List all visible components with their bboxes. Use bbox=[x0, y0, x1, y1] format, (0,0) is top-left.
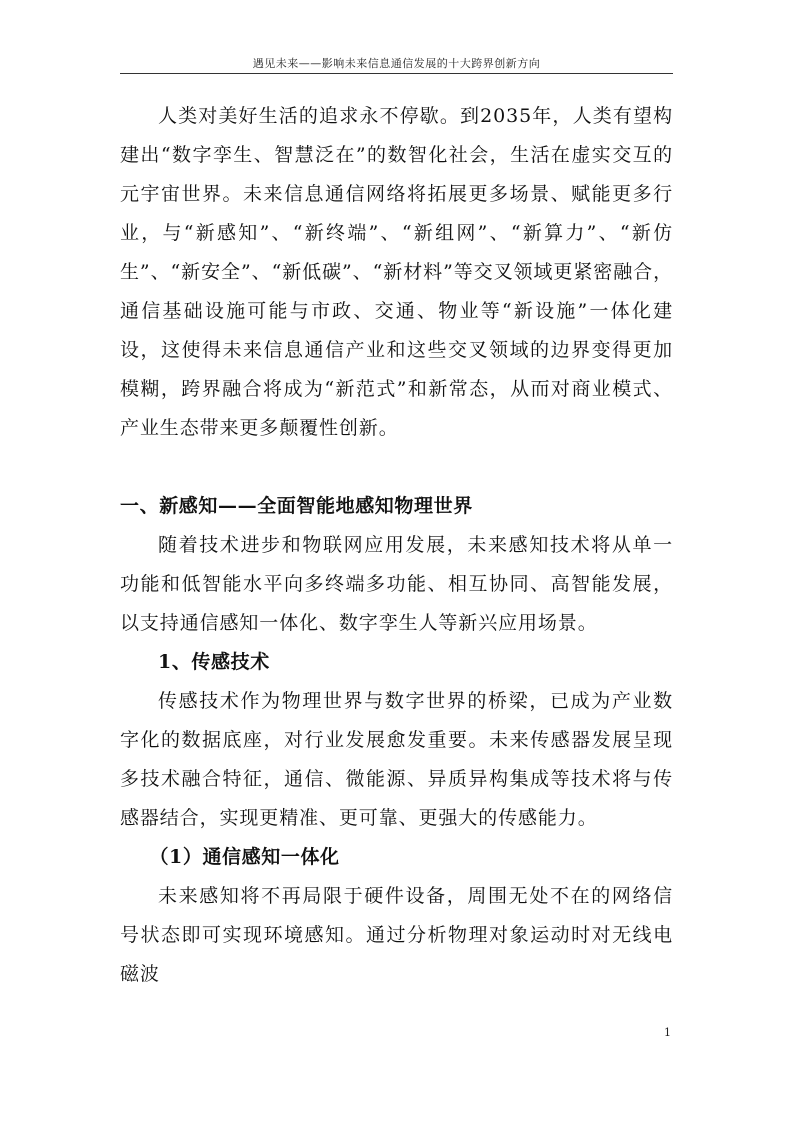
section-heading-new-sensing: 一、新感知——全面智能地感知物理世界 bbox=[120, 495, 473, 517]
header-divider bbox=[120, 73, 673, 74]
subsubsection-heading-isac: （1）通信感知一体化 bbox=[149, 846, 340, 868]
running-header: 遇见未来——影响未来信息通信发展的十大跨界创新方向 bbox=[252, 57, 541, 70]
document-body bbox=[120, 97, 673, 994]
section-paragraph: 随着技术进步和物联网应用发展，未来感知技术将从单一功能和低智能水平向多终端多功能、相互协同、高智能发展，以支持通信感知一体化、数字孪生人等新兴应用场景。 bbox=[120, 534, 673, 634]
section-spacer bbox=[120, 448, 673, 487]
subsection-heading-sensing-tech: 1、传感技术 bbox=[158, 651, 270, 673]
page-number: 1 bbox=[664, 1026, 671, 1039]
subsubsection-paragraph: 未来感知将不再局限于硬件设备，周围无处不在的网络信号状态即可实现环境感知。通过分析物理对象运动时对无线电磁波 bbox=[120, 885, 673, 985]
subsection-paragraph: 传感技术作为物理世界与数字世界的桥梁，已成为产业数字化的数据底座，对行业发展愈发重要。未来传感器发展呈现多技术融合特征，通信、微能源、异质异构集成等技术将与传感器结合，实现更精准、更可靠、更强大的传感能力。 bbox=[120, 690, 673, 829]
intro-paragraph: 人类对美好生活的追求永不停歇。到2035年，人类有望构建出“数字孪生、智慧泛在”的数智化社会，生活在虚实交互的元宇宙世界。未来信息通信网络将拓展更多场景、赋能更多行业，与“新感知”、“新终端”、“新组网”、“新算力”、“新仿生”、“新安全”、“新低碳”、“新材料”等交叉领域更紧密融合，通信基础设施可能与市政、交通、物业等“新设施”一体化建设，这使得未来信息通信产业和这些交叉领域的边界变得更加模糊，跨界融合将成为“新范式”和新常态，从而对商业模式、产业生态带来更多颠覆性创新。 bbox=[120, 105, 673, 439]
